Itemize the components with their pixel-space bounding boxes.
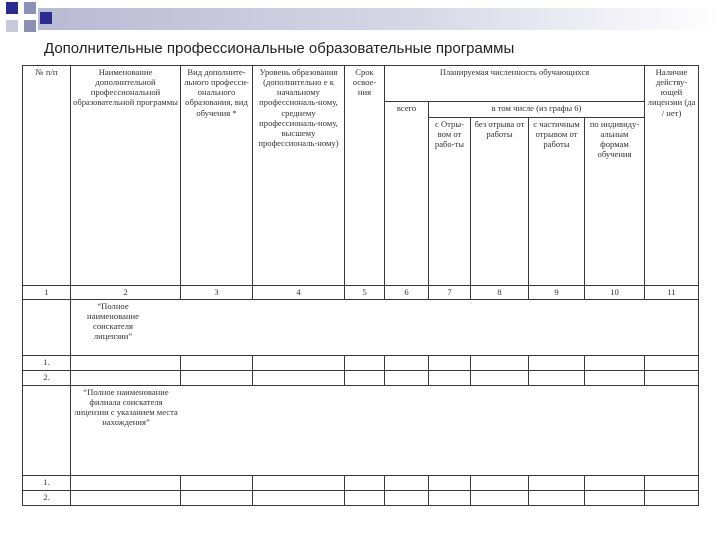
column-number: 10 — [585, 286, 645, 300]
col-header-program-name: Наименование дополнительной профессиональной образовательной программы — [71, 66, 181, 286]
square-mid-1 — [24, 2, 36, 14]
programs-table — [22, 65, 699, 506]
column-number: 9 — [529, 286, 585, 300]
column-number: 7 — [429, 286, 471, 300]
square-mid-2 — [24, 20, 36, 32]
section-row-branch — [23, 386, 699, 476]
column-number: 6 — [385, 286, 429, 300]
col-header-partial: с частичным отрывом от работы — [529, 118, 585, 286]
applicant-name: “Полное наименование соискателя лицензии” — [87, 301, 139, 342]
col-header-level: Уровень образования (дополнительно е к начальному профессиональ-ному, среднему профессиональ-ному, высшему профессиональ-ному) — [253, 66, 345, 286]
row-number: 2. — [23, 491, 71, 506]
col-header-no-break: без отрыва от работы — [471, 118, 529, 286]
col-header-license: Наличие действу-ющей лицензии (да / нет) — [645, 66, 699, 286]
row-number: 1. — [23, 476, 71, 491]
section-row-applicant — [23, 300, 699, 356]
col-header-duration: Срок освое-ния — [345, 66, 385, 286]
col-header-planned: Планируемая численность обучающихся — [385, 66, 645, 102]
column-number: 8 — [471, 286, 529, 300]
col-header-kind: Вид дополните-льного професси-онального образования, вид обучения * — [181, 66, 253, 286]
table-row — [23, 491, 699, 506]
column-number: 5 — [345, 286, 385, 300]
col-header-individual: по индивиду-альным формам обучения — [585, 118, 645, 286]
branch-name-cell — [71, 386, 699, 476]
col-header-off-work: с Отры-вом от рабо-ты — [429, 118, 471, 286]
col-header-total: всего — [385, 102, 429, 286]
table-row — [23, 476, 699, 491]
square-dark-2 — [40, 12, 52, 24]
column-number: 3 — [181, 286, 253, 300]
page-title: Дополнительные профессиональные образовательные программы — [44, 40, 515, 57]
applicant-name-cell — [71, 300, 699, 356]
column-number: 2 — [71, 286, 181, 300]
header-band — [38, 8, 720, 30]
branch-name: “Полное наименование филиала соискателя лицензии с указанием места нахождения” — [74, 387, 178, 428]
column-number-row — [23, 286, 699, 300]
column-number: 4 — [253, 286, 345, 300]
square-dark-1 — [6, 2, 18, 14]
header-row-1 — [23, 66, 699, 102]
col-header-including: в том числе (из графы 6) — [429, 102, 645, 118]
square-light-1 — [6, 20, 18, 32]
col-header-num: № п/п — [23, 66, 71, 286]
row-number: 2. — [23, 371, 71, 386]
column-number: 1 — [23, 286, 71, 300]
table-row — [23, 371, 699, 386]
column-number: 11 — [645, 286, 699, 300]
table-row — [23, 356, 699, 371]
row-number: 1. — [23, 356, 71, 371]
